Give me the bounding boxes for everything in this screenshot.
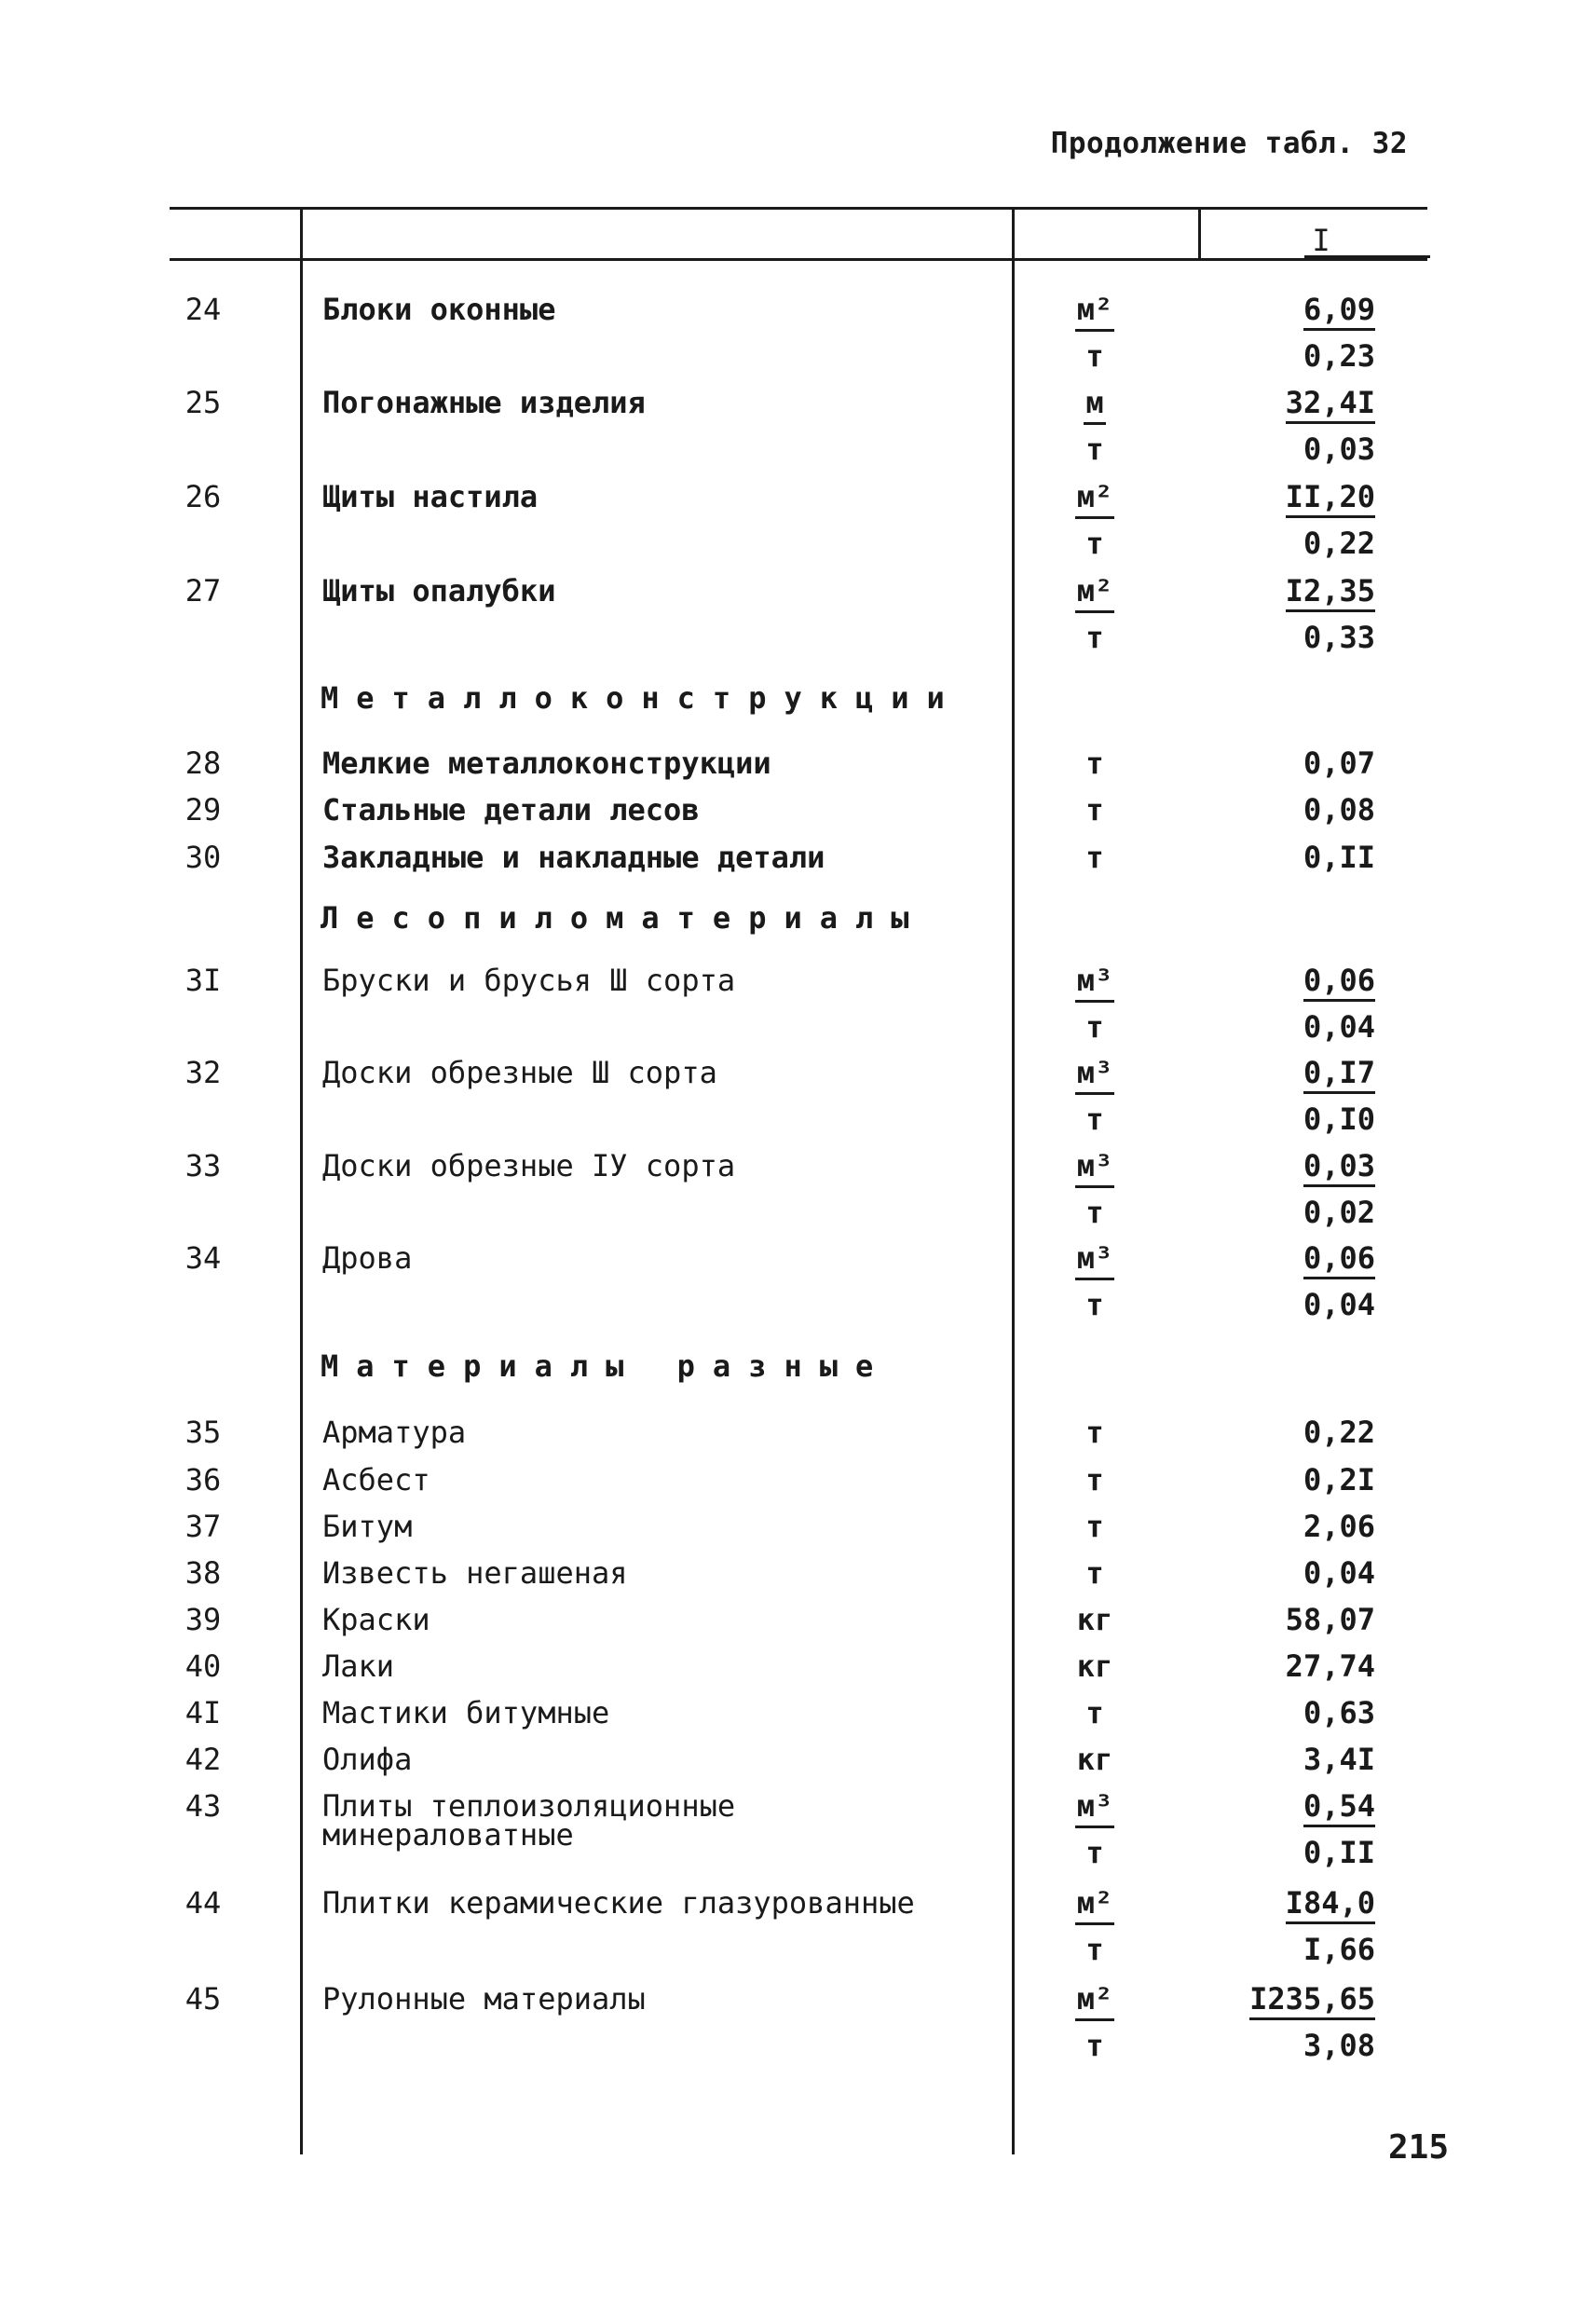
value-cell: 0,06 xyxy=(1202,962,1375,999)
material-name: Краски xyxy=(322,1602,430,1637)
material-name: Щиты настила xyxy=(322,479,539,514)
value-cell: 0,23 xyxy=(1303,338,1375,374)
value-cell: I2,35 xyxy=(1202,572,1375,609)
page-number: 215 xyxy=(1387,2128,1449,2167)
material-name: Дрова xyxy=(322,1240,413,1276)
value-column-header: I xyxy=(1312,223,1330,258)
section-heading: Лесопиломатериалы xyxy=(321,900,927,936)
unit-cell: м² xyxy=(1060,1884,1129,1921)
unit-cell: м² xyxy=(1060,291,1129,328)
value-cell: I84,0 xyxy=(1202,1884,1375,1921)
unit-cell: кг xyxy=(1076,1648,1113,1684)
value-cell: 0,03 xyxy=(1202,1147,1375,1184)
row-number: 28 xyxy=(184,745,222,781)
unit-cell: м² xyxy=(1060,572,1129,609)
material-name: Блоки оконные xyxy=(322,292,556,327)
value-cell: 3,08 xyxy=(1303,2028,1375,2063)
value-cell: 6,09 xyxy=(1202,291,1375,328)
material-name: Битум xyxy=(322,1509,413,1544)
value-cell: I235,65 xyxy=(1202,1980,1375,2017)
value-cell: 0,2I xyxy=(1303,1462,1375,1497)
value-cell: 0,06 xyxy=(1202,1239,1375,1277)
material-name: Мелкие металлоконструкции xyxy=(322,745,771,781)
row-number: 26 xyxy=(184,479,222,514)
value-cell: 58,07 xyxy=(1285,1602,1375,1637)
unit-cell: м² xyxy=(1060,1980,1129,2017)
unit-cell: м³ xyxy=(1060,962,1129,999)
unit-cell: т xyxy=(1085,1555,1104,1591)
row-number: 34 xyxy=(184,1240,222,1276)
row-number: 44 xyxy=(184,1885,222,1921)
unit-cell: м³ xyxy=(1060,1239,1129,1277)
unit-cell: т xyxy=(1085,1695,1104,1730)
material-name: Погонажные изделия xyxy=(322,385,646,420)
material-name: Доски обрезные Ш сорта xyxy=(322,1055,717,1090)
value-cell: II,20 xyxy=(1202,478,1375,515)
material-name: Закладные и накладные детали xyxy=(322,840,825,875)
row-number: 24 xyxy=(184,292,222,327)
material-name: Плиты теплоизоляционные xyxy=(322,1788,736,1824)
unit-cell: т xyxy=(1085,526,1104,561)
row-number: 33 xyxy=(184,1148,222,1183)
unit-cell: кг xyxy=(1076,1742,1113,1777)
value-cell: 0,63 xyxy=(1303,1695,1375,1730)
value-cell: 27,74 xyxy=(1285,1648,1375,1684)
material-name: Щиты опалубки xyxy=(322,573,556,609)
value-cell: 0,07 xyxy=(1303,745,1375,781)
row-number: 27 xyxy=(184,573,222,609)
material-name: Доски обрезные IУ сорта xyxy=(322,1148,736,1183)
material-name: Олифа xyxy=(322,1742,413,1777)
section-heading: Металлоконструкции xyxy=(321,680,962,716)
row-number: 39 xyxy=(184,1602,222,1637)
row-number: 25 xyxy=(184,385,222,420)
value-cell: 32,4I xyxy=(1202,384,1375,421)
unit-cell: т xyxy=(1085,792,1104,827)
value-cell: 3,4I xyxy=(1303,1742,1375,1777)
value-cell: 0,I7 xyxy=(1202,1054,1375,1091)
material-name: Известь негашеная xyxy=(322,1555,628,1591)
value-cell: 0,04 xyxy=(1303,1555,1375,1591)
unit-cell: кг xyxy=(1076,1602,1113,1637)
unit-cell: м³ xyxy=(1060,1054,1129,1091)
material-name: Стальные детали лесов xyxy=(322,792,700,827)
material-name: Бруски и брусья Ш сорта xyxy=(322,963,736,998)
row-number: 43 xyxy=(184,1788,222,1824)
value-cell: 0,II xyxy=(1303,840,1375,875)
value-cell: 0,02 xyxy=(1303,1195,1375,1230)
value-cell: 0,22 xyxy=(1303,1415,1375,1450)
row-number: 42 xyxy=(184,1742,222,1777)
unit-cell: м³ xyxy=(1060,1147,1129,1184)
value-cell: 2,06 xyxy=(1303,1509,1375,1544)
row-number: 36 xyxy=(184,1462,222,1497)
row-number: 32 xyxy=(184,1055,222,1090)
unit-cell: м² xyxy=(1060,478,1129,515)
unit-cell: т xyxy=(1085,1195,1104,1230)
row-number: 37 xyxy=(184,1509,222,1544)
unit-cell: т xyxy=(1085,1415,1104,1450)
material-name: Мастики битумные xyxy=(322,1695,610,1730)
value-cell: 0,I0 xyxy=(1303,1101,1375,1137)
row-number: 4I xyxy=(184,1695,222,1730)
value-cell: 0,08 xyxy=(1303,792,1375,827)
unit-cell: т xyxy=(1085,1932,1104,1967)
material-name: Лаки xyxy=(322,1648,395,1684)
unit-cell: т xyxy=(1085,2028,1104,2063)
unit-cell: т xyxy=(1085,1509,1104,1544)
row-number: 40 xyxy=(184,1648,222,1684)
unit-cell: т xyxy=(1085,1287,1104,1322)
value-cell: 0,04 xyxy=(1303,1009,1375,1045)
unit-cell: м³ xyxy=(1060,1787,1129,1825)
value-cell: 0,II xyxy=(1303,1835,1375,1870)
value-cell: 0,22 xyxy=(1303,526,1375,561)
unit-cell: м xyxy=(1060,384,1129,421)
row-number: 30 xyxy=(184,840,222,875)
section-heading: Материалы разные xyxy=(321,1348,892,1384)
unit-cell: т xyxy=(1085,338,1104,374)
row-number: 45 xyxy=(184,1981,222,2017)
unit-cell: т xyxy=(1085,1835,1104,1870)
material-name: Плитки керамические глазурованные xyxy=(322,1885,915,1921)
unit-cell: т xyxy=(1085,1462,1104,1497)
unit-cell: т xyxy=(1085,431,1104,467)
material-name: Арматура xyxy=(322,1415,467,1450)
value-cell: 0,33 xyxy=(1303,620,1375,655)
row-number: 29 xyxy=(184,792,222,827)
unit-cell: т xyxy=(1085,620,1104,655)
value-cell: 0,04 xyxy=(1303,1287,1375,1322)
value-cell: I,66 xyxy=(1303,1932,1375,1967)
unit-cell: т xyxy=(1085,1009,1104,1045)
value-cell: 0,03 xyxy=(1303,431,1375,467)
row-number: 35 xyxy=(184,1415,222,1450)
unit-cell: т xyxy=(1085,1101,1104,1137)
row-number: 38 xyxy=(184,1555,222,1591)
material-name-continued: минераловатные xyxy=(322,1817,574,1853)
row-number: 3I xyxy=(184,963,222,998)
material-name: Рулонные материалы xyxy=(322,1981,646,2017)
value-cell: 0,54 xyxy=(1202,1787,1375,1825)
material-name: Асбест xyxy=(322,1462,430,1497)
table-continuation-caption: Продолжение табл. 32 xyxy=(1050,127,1408,160)
unit-cell: т xyxy=(1085,745,1104,781)
unit-cell: т xyxy=(1085,840,1104,875)
